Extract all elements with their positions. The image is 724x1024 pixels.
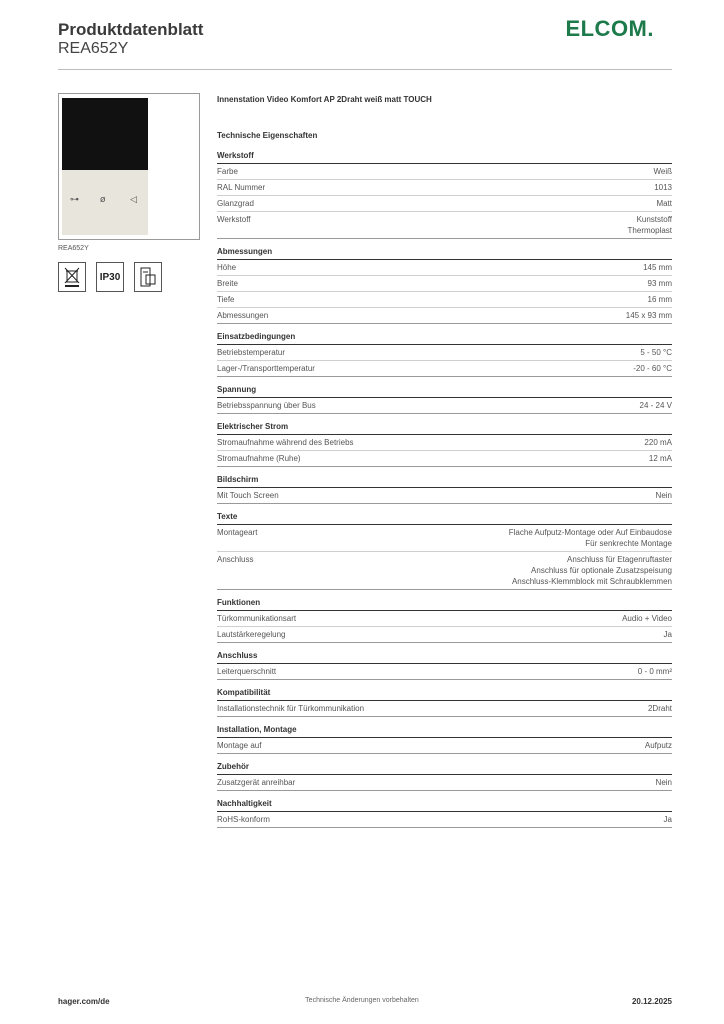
surface-mount-icon bbox=[134, 262, 162, 292]
spec-row bbox=[217, 308, 672, 324]
spec-value: 1013 bbox=[654, 183, 672, 192]
spec-row bbox=[217, 260, 672, 276]
spec-value: 24 - 24 V bbox=[639, 401, 672, 410]
spec-row bbox=[217, 451, 672, 467]
spec-value: Matt bbox=[656, 199, 672, 208]
section-title: Abmessungen bbox=[217, 247, 672, 260]
product-id-heading: REA652Y bbox=[58, 40, 129, 57]
spec-value: Weiß bbox=[653, 167, 672, 176]
spec-value: Nein bbox=[655, 778, 672, 787]
tech-sections bbox=[217, 151, 672, 828]
product-image bbox=[62, 98, 148, 235]
spec-section bbox=[217, 475, 672, 504]
spec-value: Nein bbox=[655, 491, 672, 500]
spec-label: Betriebstemperatur bbox=[217, 348, 286, 357]
spec-label: Betriebsspannung über Bus bbox=[217, 401, 316, 410]
spec-label: RoHS-konform bbox=[217, 815, 270, 824]
spec-label: Montageart bbox=[217, 528, 258, 537]
section-title: Nachhaltigkeit bbox=[217, 799, 672, 812]
spec-label: Höhe bbox=[217, 263, 237, 272]
spec-label: Breite bbox=[217, 279, 238, 288]
section-title: Installation, Montage bbox=[217, 725, 672, 738]
spec-value: 93 mm bbox=[647, 279, 672, 288]
section-title: Texte bbox=[217, 512, 672, 525]
spec-label: Türkommunikationsart bbox=[217, 614, 297, 623]
elcom-logo: ELCOM. bbox=[565, 16, 654, 41]
spec-label: Mit Touch Screen bbox=[217, 491, 279, 500]
spec-value: Anschluss für Etagenruftaster Anschluss für optionale Zusatzspeisung Anschluss-Klemmblock mit Schraubklemmen bbox=[511, 555, 672, 586]
tech-properties-title: Technische Eigenschaften bbox=[217, 131, 318, 140]
section-title: Bildschirm bbox=[217, 475, 672, 488]
product-code-caption: REA652Y bbox=[58, 245, 89, 252]
spec-row bbox=[217, 345, 672, 361]
spec-row bbox=[217, 196, 672, 212]
spec-value: Flache Aufputz-Montage oder Auf Einbaudose Für senkrechte Montage bbox=[508, 528, 672, 548]
spec-row bbox=[217, 276, 672, 292]
spec-value: 220 mA bbox=[644, 438, 672, 447]
spec-value: Ja bbox=[663, 630, 672, 639]
section-title: Spannung bbox=[217, 385, 672, 398]
spec-row bbox=[217, 775, 672, 791]
spec-value: 145 mm bbox=[643, 263, 672, 272]
spec-value: 12 mA bbox=[648, 454, 672, 463]
section-title: Werkstoff bbox=[217, 151, 672, 164]
spec-value: Kunststoff Thermoplast bbox=[627, 215, 672, 235]
spec-row bbox=[217, 701, 672, 717]
spec-row bbox=[217, 398, 672, 414]
spec-row bbox=[217, 611, 672, 627]
footer-website: hager.com/de bbox=[58, 997, 110, 1006]
spec-label: Glanzgrad bbox=[217, 199, 254, 208]
spec-value: 2Draht bbox=[647, 704, 672, 713]
spec-row bbox=[217, 488, 672, 504]
spec-section bbox=[217, 762, 672, 791]
spec-value: 16 mm bbox=[647, 295, 672, 304]
spec-row bbox=[217, 552, 672, 590]
spec-label: Stromaufnahme (Ruhe) bbox=[217, 454, 301, 463]
spec-label: Abmessungen bbox=[217, 311, 269, 320]
spec-row bbox=[217, 180, 672, 196]
key-icon: ⊶ bbox=[70, 195, 79, 205]
spec-row bbox=[217, 361, 672, 377]
spec-section bbox=[217, 422, 672, 467]
spec-row bbox=[217, 525, 672, 552]
spec-label: Montage auf bbox=[217, 741, 262, 750]
section-title: Funktionen bbox=[217, 598, 672, 611]
spec-section bbox=[217, 512, 672, 590]
footer-notice: Technische Änderungen vorbehalten bbox=[305, 997, 419, 1004]
section-title: Kompatibilität bbox=[217, 688, 672, 701]
spec-section bbox=[217, 598, 672, 643]
spec-row bbox=[217, 627, 672, 643]
spec-section bbox=[217, 688, 672, 717]
page-title: Produktdatenblatt bbox=[58, 20, 204, 39]
spec-row bbox=[217, 435, 672, 451]
ip30-label: IP30 bbox=[99, 271, 121, 283]
spec-label: Lager-/Transporttemperatur bbox=[217, 364, 315, 373]
spec-value: -20 - 60 °C bbox=[633, 364, 672, 373]
product-name: Innenstation Video Komfort AP 2Draht weiß matt TOUCH bbox=[217, 95, 432, 104]
ip30-rating-badge bbox=[96, 262, 124, 292]
spec-section bbox=[217, 651, 672, 680]
spec-row bbox=[217, 812, 672, 828]
spec-row bbox=[217, 738, 672, 754]
section-title: Einsatzbedingungen bbox=[217, 332, 672, 345]
spec-value: 0 - 0 mm² bbox=[637, 667, 672, 676]
spec-label: Stromaufnahme während des Betriebs bbox=[217, 438, 354, 447]
spec-label: Farbe bbox=[217, 167, 238, 176]
spec-row bbox=[217, 164, 672, 180]
spec-value: Aufputz bbox=[644, 741, 672, 750]
spec-label: RAL Nummer bbox=[217, 183, 266, 192]
tech-content bbox=[217, 95, 672, 828]
spec-section bbox=[217, 151, 672, 239]
spec-section bbox=[217, 332, 672, 377]
spec-section bbox=[217, 385, 672, 414]
spec-row bbox=[217, 664, 672, 680]
spec-section bbox=[217, 725, 672, 754]
spec-value: 145 x 93 mm bbox=[625, 311, 672, 320]
spec-value: 5 - 50 °C bbox=[640, 348, 672, 357]
spec-label: Installationstechnik für Türkommunikation bbox=[217, 704, 365, 713]
bell-off-icon: ø bbox=[100, 195, 106, 205]
spec-section bbox=[217, 799, 672, 828]
spec-value: Audio + Video bbox=[622, 614, 672, 623]
footer-date: 20.12.2025 bbox=[631, 997, 672, 1006]
spec-section bbox=[217, 247, 672, 324]
spec-label: Zusatzgerät anreihbar bbox=[217, 778, 296, 787]
device-screen bbox=[62, 98, 148, 170]
spec-label: Tiefe bbox=[217, 295, 235, 304]
spec-label: Werkstoff bbox=[217, 215, 251, 224]
spec-value: Ja bbox=[663, 815, 672, 824]
section-title: Elektrischer Strom bbox=[217, 422, 672, 435]
spec-label: Anschluss bbox=[217, 555, 254, 564]
section-title: Anschluss bbox=[217, 651, 672, 664]
spec-row bbox=[217, 292, 672, 308]
spec-row bbox=[217, 212, 672, 239]
weee-crossed-bin-icon bbox=[58, 262, 86, 292]
spec-label: Leiterquerschnitt bbox=[217, 667, 277, 676]
header-divider bbox=[58, 69, 672, 70]
speaker-icon: ◁ bbox=[130, 195, 137, 205]
spec-label: Lautstärkeregelung bbox=[217, 630, 286, 639]
section-title: Zubehör bbox=[217, 762, 672, 775]
